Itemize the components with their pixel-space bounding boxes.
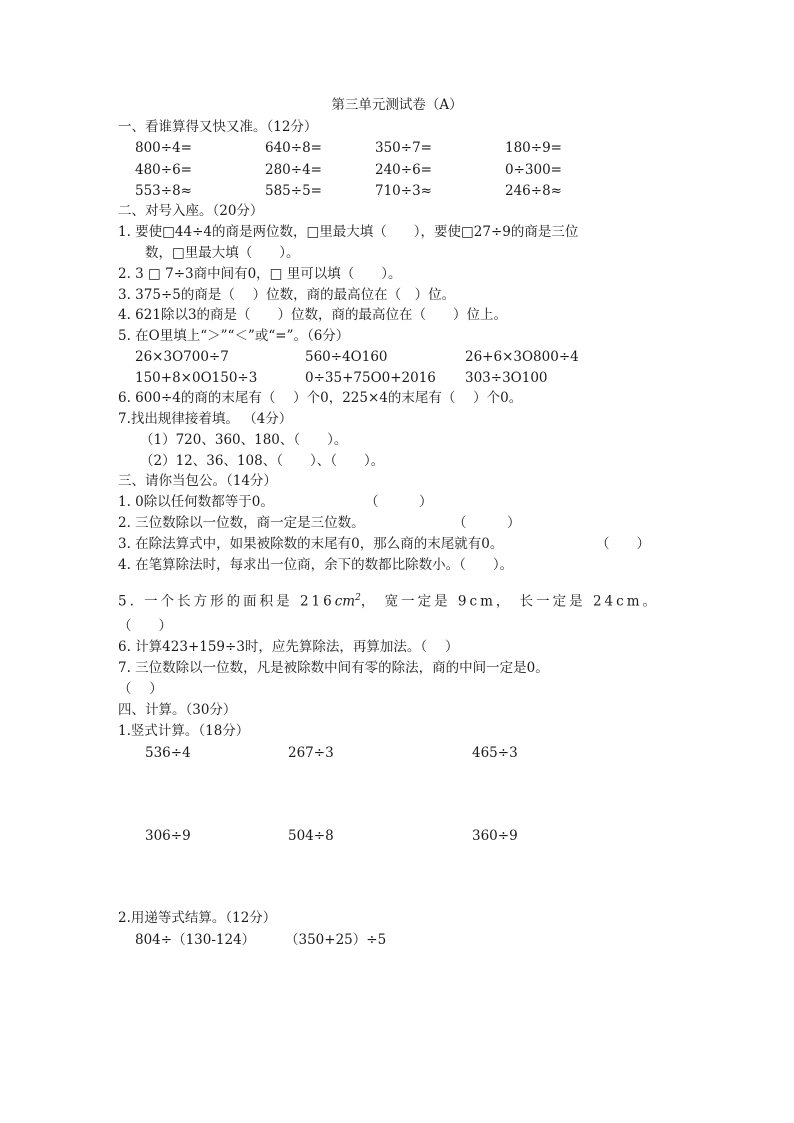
section-4-heading: 四、计算。（30分） [118,702,237,718]
section-3-heading: 三、请你当包公。（14分） [118,473,277,489]
section-2-heading: 二、对号入座。（20分） [118,203,264,219]
vertical-calc-item: 504÷8 [288,828,334,844]
judge-q2: 2. 三位数除以一位数，商一定是三位数。 [118,515,365,531]
fill-blank-q6: 6. 600÷4的商的末尾有（ ）个0，225×4的末尾有（ ）个0。 [118,390,523,406]
judge-q5-prefix: 5. 一个长方形的面积是 216 [118,593,335,610]
judge-q5-sup: 2 [355,593,361,603]
judge-q7: 7. 三位数除以一位数，凡是被除数中间有零的除法，商的中间一定是0。 [118,660,549,676]
page-title: 第三单元测试卷（A） [331,97,463,113]
judge-q5-suffix: ， 宽一定是 9cm， 长一定是 24cm。 [360,593,659,610]
calc-item: 640÷8= [265,140,322,156]
step-calc-item: （350+25）÷5 [285,932,387,948]
vertical-calc-heading: 1.竖式计算。（18分） [118,723,250,739]
pattern-q7-1: （1）720、360、180、（ ）。 [140,432,348,448]
judge-q2-paren: （ ） [453,515,521,531]
judge-q5 [118,588,659,612]
calc-item: 480÷6= [135,162,192,178]
judge-q5-paren: （ ） [118,618,172,634]
calc-item: 240÷6= [375,162,432,178]
compare-item: 303÷3O100 [465,370,548,386]
judge-q3: 3. 在除法算式中，如果被除数的末尾有0，那么商的末尾就有0。 [118,536,504,552]
fill-blank-q3: 3. 375÷5的商是（ ）位数，商的最高位在（ ）位。 [118,287,456,303]
fill-blank-q1: 1. 要使□44÷4的商是两位数，□里最大填（ ），要使□27÷9的商是三位 [118,224,579,240]
compare-item: 150+8×0O150÷3 [135,370,258,386]
vertical-calc-item: 536÷4 [145,745,191,761]
calc-item: 180÷9= [505,140,562,156]
vertical-calc-item: 267÷3 [288,745,334,761]
judge-q3-paren: （ ） [596,536,650,552]
judge-q1: 1. 0除以任何数都等于0。 [118,494,274,510]
compare-item: 0÷35+75O0+2016 [305,370,436,386]
judge-q1-paren: （ ） [365,494,433,510]
compare-item: 560÷4O160 [305,349,388,365]
fill-blank-q5: 5. 在O里填上“＞”“＜”或“=”。（6分） [118,328,350,344]
judge-q7-paren: （ ） [118,681,163,697]
judge-q4: 4. 在笔算除法时，每求出一位商，余下的数都比除数小。（ ）。 [118,557,514,573]
fill-blank-q1-cont: 数，□里最大填（ ）。 [145,245,300,261]
calc-item: 800÷4= [135,140,192,156]
vertical-calc-item: 306÷9 [145,828,191,844]
calc-item: 280÷4= [265,162,322,178]
section-1-heading: 一、看谁算得又快又准。（12分） [118,119,318,135]
calc-item: 585÷5= [265,183,322,199]
compare-item: 26×3O700÷7 [135,349,229,365]
fill-blank-q7: 7.找出规律接着填。 （4分） [118,411,293,427]
calc-item: 710÷3≈ [375,183,432,199]
judge-q5-unit: cm [334,593,356,610]
compare-item: 26+6×3O800÷4 [465,349,579,365]
calc-item: 246÷8≈ [505,183,562,199]
vertical-calc-item: 465÷3 [472,745,518,761]
calc-item: 553÷8≈ [135,183,192,199]
judge-q6: 6. 计算423+159÷3时，应先算除法，再算加法。（ ） [118,639,459,655]
calc-item: 350÷7= [375,140,432,156]
fill-blank-q2: 2. 3 □ 7÷3商中间有0，□ 里可以填（ ）。 [118,266,402,282]
fill-blank-q4: 4. 621除以3的商是（ ）位数，商的最高位在（ ）位上。 [118,307,508,323]
step-calc-item: 804÷（130-124） [135,932,256,948]
pattern-q7-2: （2）12、36、108、（ ）、（ ）。 [140,453,385,469]
calc-item: 0÷300= [505,162,562,178]
step-calc-heading: 2.用递等式结算。（12分） [118,910,277,926]
vertical-calc-item: 360÷9 [472,828,518,844]
